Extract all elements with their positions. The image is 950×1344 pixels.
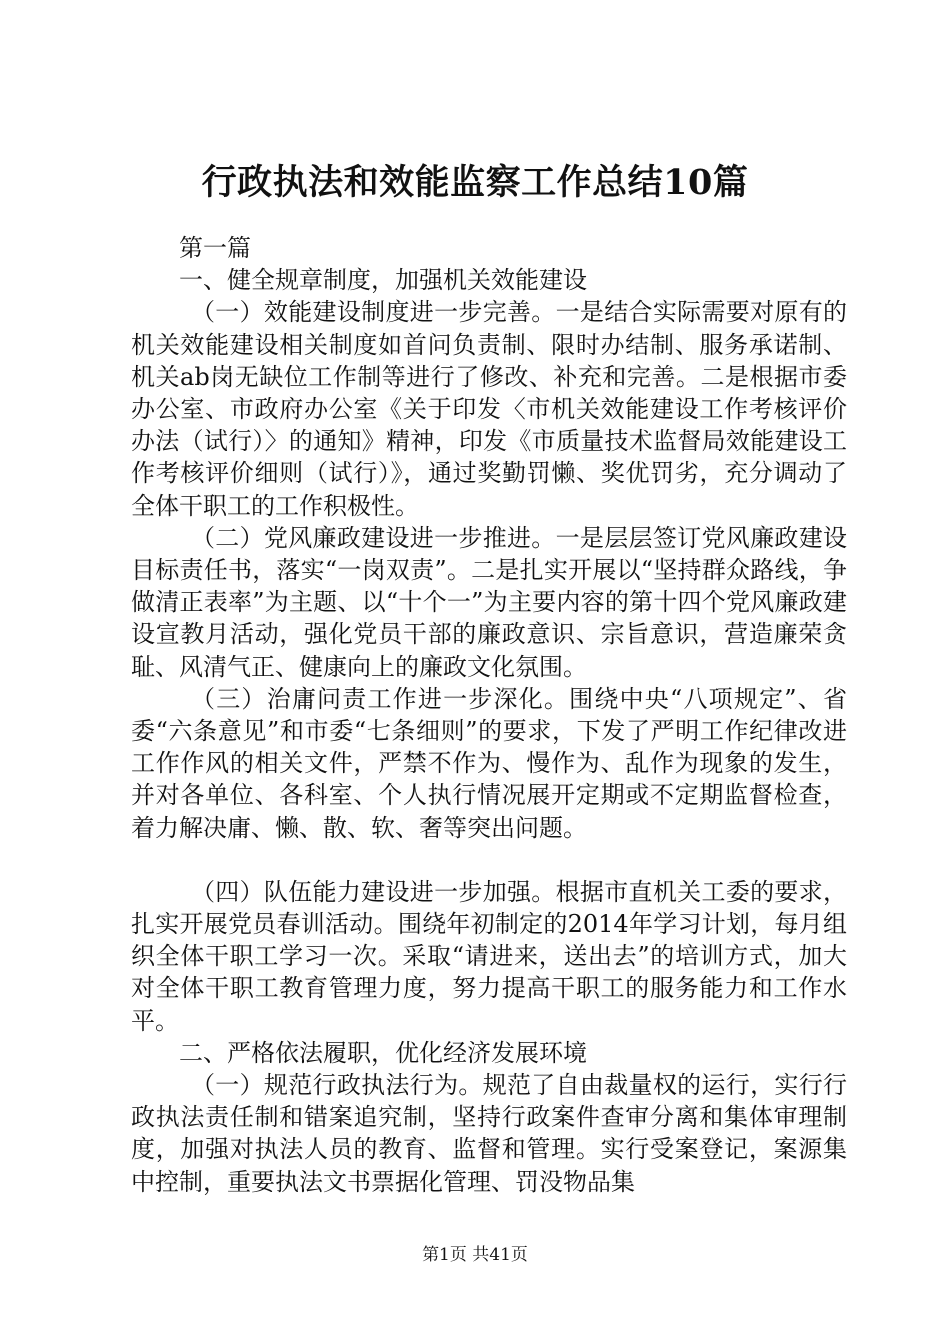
section-label: 第一篇	[179, 234, 251, 262]
paragraph-1: （一）效能建设制度进一步完善。一是结合实际需要对原有的机关效能建设相关制度如首问负责制、限时办结制、服务承诺制、机关ab岗无缺位工作制等进行了修改、补充和完善。二是根据市委办公室、市政府办公室《关于印发〈市机关效能建设工作考核评价办法（试行）〉的通知》精神，印发《市质量技术监督局效能建设工作考核评价细则（试行）》，通过奖勤罚懒、奖优罚劣，充分调动了全体干职工的工作积极性。	[131, 298, 847, 520]
paragraph-4: （四）队伍能力建设进一步加强。根据市直机关工委的要求，扎实开展党员春训活动。围绕年初制定的2014年学习计划，每月组织全体干职工学习一次。采取“请进来，送出去”的培训方式，加大对全体干职工教育管理力度，努力提高干职工的服务能力和工作水平。	[131, 877, 847, 1035]
section-heading-1: 一、健全规章制度，加强机关效能建设	[179, 266, 587, 295]
paragraph-3: （三）治庸问责工作进一步深化。围绕中央“八项规定”、省委“六条意见”和市委“七条细则”的要求，下发了严明工作纪律改进工作作风的相关文件，严禁不作为、慢作为、乱作为现象的发生，并对各单位、各科室、个人执行情况展开定期或不定期监督检查，着力解决庸、懒、散、软、奢等突出问题。	[131, 684, 847, 842]
document-body	[131, 232, 847, 1198]
section-heading-2: 二、严格依法履职，优化经济发展环境	[179, 1038, 587, 1067]
paragraph-5: （一）规范行政执法行为。规范了自由裁量权的运行，实行行政执法责任制和错案追究制，坚持行政案件查审分离和集体审理制度，加强对执法人员的教育、监督和管理。实行受案登记，案源集中控制，重要执法文书票据化管理、罚没物品集	[131, 1071, 847, 1196]
page-footer: 第1页 共41页	[422, 1245, 528, 1265]
paragraph-2: （二）党风廉政建设进一步推进。一是层层签订党风廉政建设目标责任书，落实“一岗双责”。二是扎实开展以“坚持群众路线，争做清正表率”为主题、以“十个一”为主要内容的第十四个党风廉政建设宣教月活动，强化党员干部的廉政意识、宗旨意识，营造廉荣贪耻、风清气正、健康向上的廉政文化氛围。	[131, 523, 847, 681]
document-title: 行政执法和效能监察工作总结10篇	[201, 162, 749, 203]
